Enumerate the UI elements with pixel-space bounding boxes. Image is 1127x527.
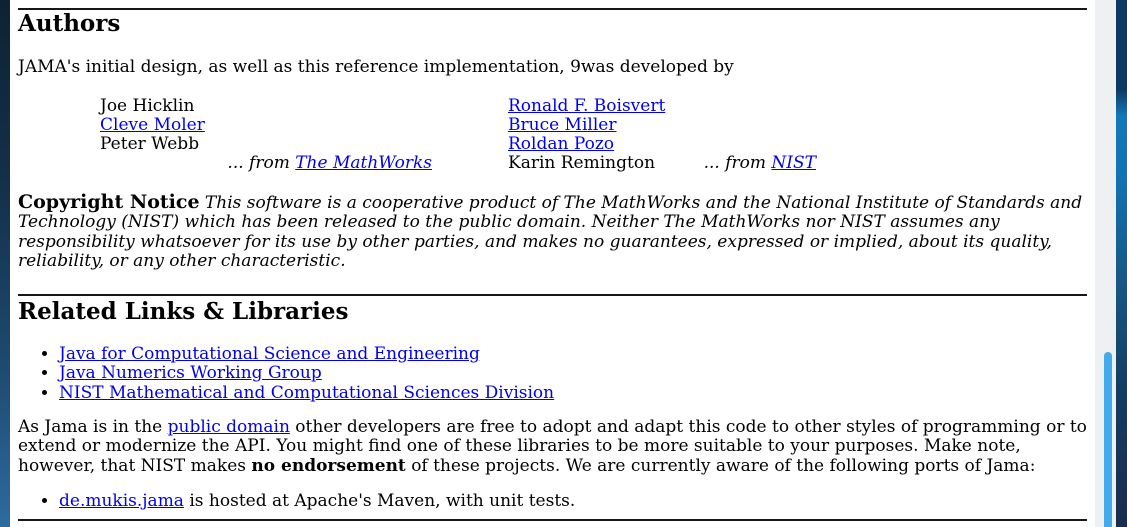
no-endorsement-bold: no endorsement (251, 455, 406, 476)
roldan-pozo-link[interactable]: Roldan Pozo (508, 133, 615, 154)
mathworks-authors-cell (100, 97, 432, 173)
scrollbar-track[interactable] (1095, 0, 1116, 527)
authors-heading: Authors (18, 10, 121, 37)
nist-math-sciences-link[interactable]: NIST Mathematical and Computational Sciences Division (59, 382, 555, 403)
horizontal-rule (18, 519, 1087, 521)
list-item (59, 364, 1087, 383)
author-name: Karin Remington (508, 152, 656, 173)
port-item-text: is hosted at Apache's Maven, with unit tests. (183, 491, 576, 512)
from-mathworks-line (100, 154, 432, 173)
nist-link[interactable]: NIST (771, 152, 816, 173)
ports-text: other developers are free to adopt and adapt this code to other styles of programming or to extend or modernize the API. You might find one of these libraries to be more suitable to your purposes. Make note, however, that NIST makes (18, 416, 1087, 476)
author-row (508, 154, 816, 173)
author-name: Joe Hicklin (100, 95, 195, 116)
scrollbar-thumb[interactable] (1104, 352, 1112, 527)
author-row (508, 135, 816, 154)
list-item (59, 492, 1087, 511)
authors-columns (100, 97, 1087, 173)
desktop-right-gradient (1116, 0, 1127, 527)
de-mukis-jama-link[interactable]: de.mukis.jama (59, 491, 184, 512)
copyright-text: This software is a cooperative product of The MathWorks and the National Institute of Standards and Technology (NIST) which has been released to the public domain. Neither The MathWorks nor NIST assumes any responsibility whatsoever for its use by other parties, and makes no guarantees, expressed or implied, about its quality, reliability, or any other characteristic. (18, 192, 1083, 272)
cleve-moler-link[interactable]: Cleve Moler (100, 114, 205, 135)
horizontal-rule (18, 294, 1087, 296)
list-item (59, 384, 1087, 403)
java-numerics-group-link[interactable]: Java Numerics Working Group (59, 363, 322, 384)
java-comp-sci-eng-link[interactable]: Java for Computational Science and Engineering (59, 344, 480, 364)
authors-intro: JAMA's initial design, as well as this reference implementation, 9was developed by (18, 57, 734, 78)
copyright-paragraph (18, 190, 1087, 272)
ports-paragraph (18, 418, 1087, 477)
author-row (100, 116, 432, 135)
author-row (508, 116, 816, 135)
ports-text: As Jama is in the (18, 416, 168, 437)
desktop-left-gradient (0, 0, 10, 527)
horizontal-rule (18, 8, 1087, 10)
copyright-label: Copyright Notice (18, 190, 200, 213)
author-row (508, 97, 816, 116)
from-prefix: ... from (227, 152, 296, 173)
webpage-content (10, 0, 1095, 527)
from-prefix: ... from (703, 152, 772, 173)
ports-list (18, 492, 1087, 511)
nist-authors-cell (508, 97, 816, 173)
author-name: Peter Webb (100, 133, 200, 154)
related-links-list (18, 345, 1087, 403)
bruce-miller-link[interactable]: Bruce Miller (508, 114, 617, 135)
mathworks-link[interactable]: The MathWorks (295, 152, 432, 173)
list-item (59, 345, 1087, 364)
from-nist-line (704, 154, 816, 173)
public-domain-link[interactable]: public domain (167, 416, 290, 437)
ronald-boisvert-link[interactable]: Ronald F. Boisvert (508, 95, 666, 116)
related-links-heading: Related Links & Libraries (18, 297, 349, 325)
ports-text: of these projects. We are currently aware of the following ports of Jama: (405, 455, 1036, 476)
